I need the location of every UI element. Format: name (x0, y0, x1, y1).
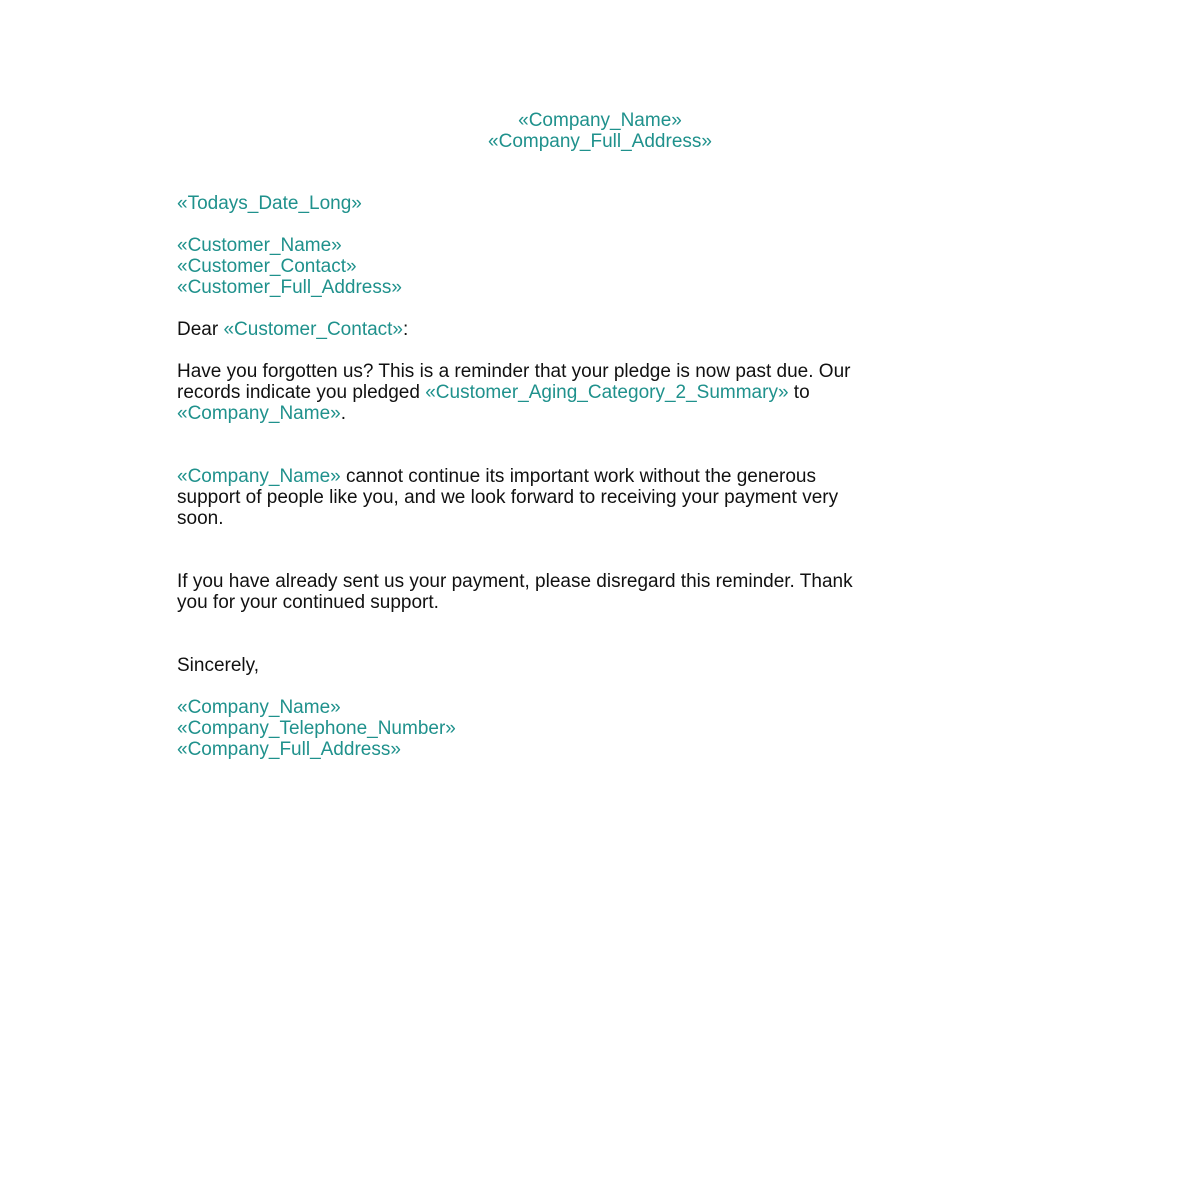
paragraph-disregard-line1: If you have already sent us your payment, please disregard this reminder. Thank (177, 571, 853, 592)
paragraph-disregard (177, 571, 1027, 613)
header-company-address: «Company_Full_Address» (488, 131, 712, 152)
paragraph-support-line1 (177, 466, 1027, 487)
pledged-prefix: records indicate you pledged (177, 382, 426, 403)
signature-company-telephone: «Company_Telephone_Number» (177, 718, 456, 739)
paragraph-reminder-line3 (177, 403, 1027, 424)
paragraph-reminder-line2 (177, 382, 1027, 403)
paragraph-support (177, 466, 1027, 529)
aging-summary-field: «Customer_Aging_Category_2_Summary» (425, 382, 789, 403)
letter-body (177, 193, 1027, 760)
header-company-name: «Company_Name» (518, 110, 682, 131)
salutation-contact-field: «Customer_Contact» (223, 319, 404, 340)
paragraph-reminder-end: . (340, 403, 346, 424)
paragraph-disregard-line2: you for your continued support. (177, 592, 439, 613)
paragraph-reminder-line1: Have you forgotten us? This is a reminder that your pledge is now past due. Our (177, 361, 851, 382)
company-name-field: «Company_Name» (177, 466, 341, 487)
paragraph-support-line2: support of people like you, and we look forward to receiving your payment very (177, 487, 839, 508)
signature-company-address: «Company_Full_Address» (177, 739, 401, 760)
signature-company-name: «Company_Name» (177, 697, 341, 718)
letter-header (0, 110, 1200, 152)
paragraph-support-rest: cannot continue its important work without the generous (340, 466, 816, 487)
salutation-suffix: : (403, 319, 409, 340)
closing: Sincerely, (177, 655, 260, 676)
salutation (177, 319, 1027, 340)
paragraph-support-line3: soon. (177, 508, 224, 529)
paragraph-reminder (177, 361, 1027, 424)
salutation-prefix: Dear (177, 319, 224, 340)
recipient-address: «Customer_Full_Address» (177, 277, 402, 298)
pledged-suffix: to (788, 382, 810, 403)
recipient-name: «Customer_Name» (177, 235, 342, 256)
recipient-contact: «Customer_Contact» (177, 256, 357, 277)
company-name-field: «Company_Name» (177, 403, 341, 424)
letter-date: «Todays_Date_Long» (177, 193, 362, 214)
